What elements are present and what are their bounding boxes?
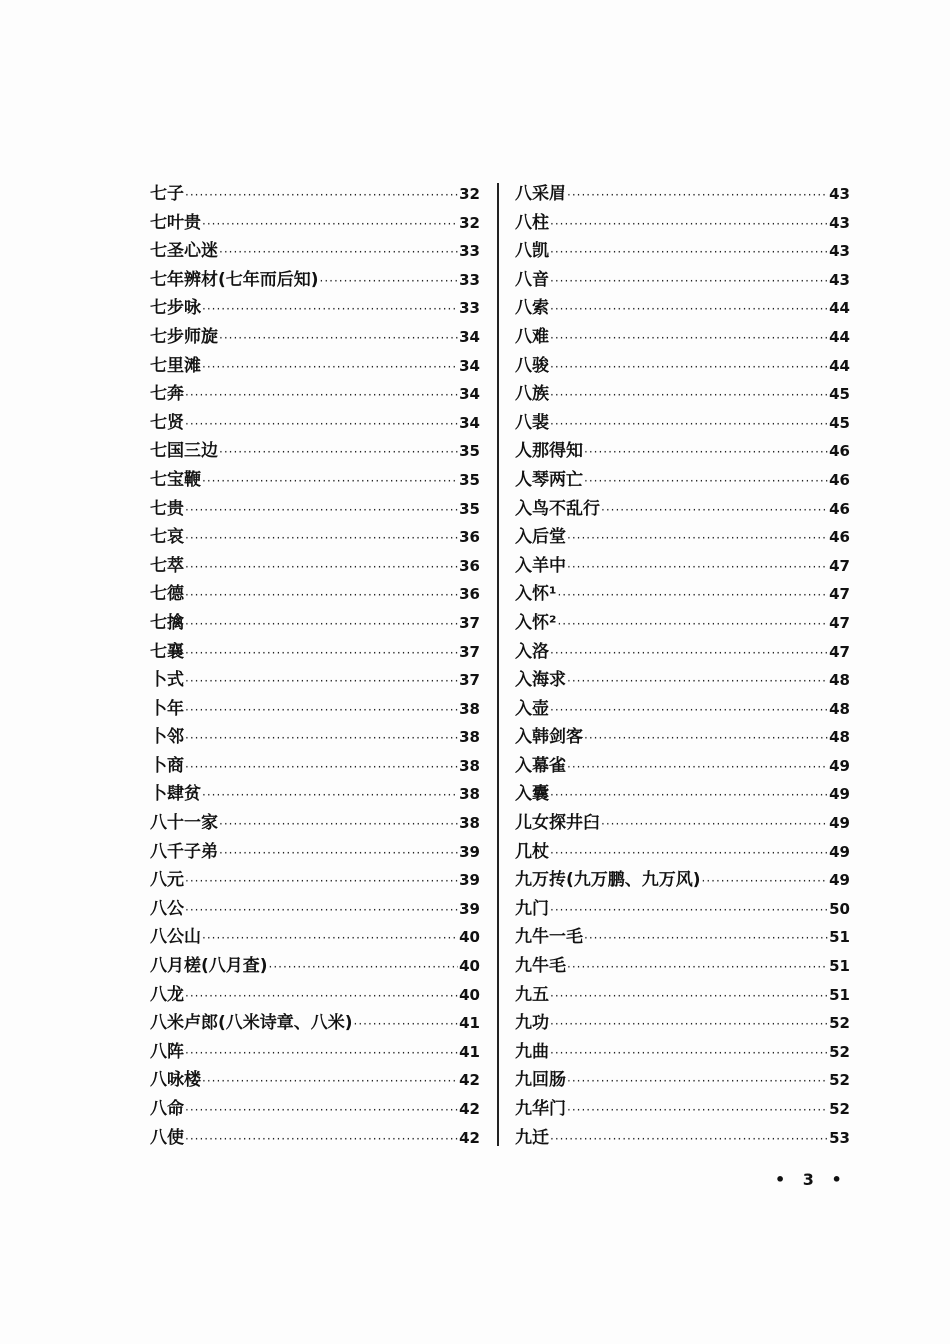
entry-term: 七萃: [150, 555, 184, 576]
dot-leader: [202, 210, 458, 239]
dot-leader: [550, 982, 828, 1011]
entry-page-number: 49: [829, 871, 850, 890]
entry-page-number: 32: [459, 185, 480, 203]
entry-page-number: 44: [829, 327, 850, 346]
entry-page-number: 46: [829, 470, 850, 489]
index-entry: [515, 1095, 850, 1124]
index-entry: [515, 780, 850, 809]
index-entry: [515, 266, 850, 295]
index-entry: [150, 523, 480, 552]
dot-leader: [550, 210, 828, 239]
entry-page-number: 38: [459, 728, 480, 747]
index-entry: [150, 323, 480, 352]
entry-page-number: 39: [459, 899, 480, 918]
entry-page-number: 47: [829, 613, 850, 632]
dot-leader: [550, 267, 828, 296]
entry-page-number: 34: [459, 385, 480, 404]
dot-leader: [550, 238, 828, 267]
dot-leader: [567, 953, 828, 982]
entry-term: 入洛: [515, 641, 549, 662]
entry-term: 九牛毛: [515, 956, 566, 977]
entry-term: 七年辨材(七年而后知): [150, 269, 319, 290]
entry-page-number: 38: [459, 756, 480, 775]
index-entry: [515, 409, 850, 438]
entry-page-number: 51: [829, 985, 850, 1004]
entry-term: 入后堂: [515, 527, 566, 548]
entry-page-number: 47: [829, 642, 850, 661]
entry-term: 八月槎(八月査): [150, 956, 268, 977]
index-entry: [515, 380, 850, 409]
index-entry: [150, 466, 480, 495]
dot-leader: [185, 410, 458, 439]
entry-page-number: 46: [829, 442, 850, 461]
dot-leader: [219, 839, 458, 868]
entry-term: 卜年: [150, 698, 184, 719]
index-entry: [150, 1124, 480, 1153]
entry-term: 入海求: [515, 670, 566, 691]
index-entry: [150, 609, 480, 638]
dot-leader: [219, 238, 458, 267]
dot-leader: [185, 667, 458, 696]
entry-page-number: 35: [459, 470, 480, 489]
dot-leader: [567, 753, 828, 782]
dot-leader: [584, 438, 828, 467]
dot-leader: [185, 581, 458, 610]
entry-page-number: 45: [829, 385, 850, 404]
entry-term: 七奔: [150, 384, 184, 405]
entry-term: 七叶贵: [150, 212, 201, 233]
entry-term: 八公山: [150, 927, 201, 948]
index-entry: [515, 923, 850, 952]
index-entry: [515, 552, 850, 581]
dot-leader: [202, 353, 458, 382]
index-entry: [150, 838, 480, 867]
entry-page-number: 52: [829, 1014, 850, 1033]
index-entry: [150, 952, 480, 981]
entry-term: 八音: [515, 269, 549, 290]
entry-page-number: 34: [459, 356, 480, 375]
dot-leader: [202, 1067, 458, 1096]
entry-term: 七哀: [150, 527, 184, 548]
index-entry: [150, 695, 480, 724]
index-entry: [515, 952, 850, 981]
index-entry: [515, 437, 850, 466]
dot-leader: [185, 1096, 458, 1125]
entry-term: 入羊中: [515, 555, 566, 576]
entry-page-number: 52: [829, 1071, 850, 1090]
entry-term: 八命: [150, 1099, 184, 1119]
entry-page-number: 33: [459, 242, 480, 261]
dot-leader: [584, 724, 828, 753]
index-entry: [515, 838, 850, 867]
entry-term: 几杖: [515, 841, 549, 862]
entry-term: 入韩剑客: [515, 727, 583, 748]
index-entry: [150, 809, 480, 838]
index-entry: [150, 780, 480, 809]
dot-leader: [550, 410, 828, 439]
dot-leader: [185, 724, 458, 753]
entry-page-number: 38: [459, 814, 480, 833]
index-entry: [515, 638, 850, 667]
entry-term: 八难: [515, 326, 549, 347]
entry-term: 入囊: [515, 784, 549, 805]
entry-page-number: 52: [829, 1042, 850, 1061]
entry-term: 八索: [515, 298, 549, 319]
index-entry: [150, 723, 480, 752]
dot-leader: [702, 867, 829, 896]
entry-term: 卜肆贫: [150, 784, 201, 805]
dot-leader: [185, 896, 458, 925]
dot-leader: [567, 1067, 828, 1096]
dot-leader: [202, 781, 458, 810]
index-entry: [515, 723, 850, 752]
dot-leader: [550, 696, 828, 725]
dot-leader: [557, 581, 828, 610]
entry-page-number: 35: [459, 499, 480, 518]
index-entry: [515, 752, 850, 781]
dot-leader: [185, 524, 458, 553]
entry-page-number: 43: [829, 270, 850, 289]
index-entry: [150, 552, 480, 581]
entry-term: 入幕雀: [515, 755, 566, 776]
index-entry: [150, 352, 480, 381]
entry-page-number: 33: [459, 270, 480, 289]
entry-term: 八千子弟: [150, 841, 218, 862]
entry-page-number: 37: [459, 671, 480, 690]
entry-page-number: 44: [829, 356, 850, 375]
index-entry: [515, 294, 850, 323]
entry-term: 八阵: [150, 1041, 184, 1062]
index-entry: [150, 666, 480, 695]
entry-term: 七贵: [150, 498, 184, 519]
entry-term: 人那得知: [515, 441, 583, 462]
entry-term: 七宝鞭: [150, 469, 201, 490]
dot-leader: [185, 381, 458, 410]
entry-page-number: 44: [829, 299, 850, 318]
entry-page-number: 52: [829, 1100, 850, 1118]
entry-term: 七襄: [150, 641, 184, 662]
entry-term: 入怀¹: [515, 584, 557, 605]
entry-page-number: 46: [829, 528, 850, 547]
entry-page-number: 49: [829, 756, 850, 775]
index-entry: [150, 1009, 480, 1038]
dot-leader: [567, 553, 828, 582]
entry-page-number: 43: [829, 242, 850, 261]
entry-page-number: 48: [829, 699, 850, 718]
entry-term: 九华门: [515, 1099, 566, 1119]
entry-page-number: 40: [459, 928, 480, 947]
entry-term: 卜式: [150, 670, 184, 691]
entry-page-number: 42: [459, 1071, 480, 1090]
dot-leader: [567, 667, 828, 696]
dot-leader: [219, 324, 458, 353]
index-entry: [515, 580, 850, 609]
entry-term: 九牛一毛: [515, 927, 583, 948]
entry-term: 九迁: [515, 1127, 549, 1148]
entry-page-number: 43: [829, 213, 850, 232]
dot-leader: [185, 753, 458, 782]
entry-term: 八米卢郎(八米诗章、八米): [150, 1013, 353, 1034]
entry-page-number: 49: [829, 842, 850, 861]
dot-leader: [202, 295, 458, 324]
dot-leader: [567, 181, 828, 210]
entry-term: 八族: [515, 384, 549, 405]
dot-leader: [550, 324, 828, 353]
index-entry: [515, 523, 850, 552]
dot-leader: [567, 524, 828, 553]
index-entry: [150, 981, 480, 1010]
index-entry: [150, 495, 480, 524]
entry-term: 入鸟不乱行: [515, 498, 600, 519]
entry-page-number: 36: [459, 585, 480, 604]
entry-term: 入怀²: [515, 612, 557, 633]
entry-page-number: 48: [829, 728, 850, 747]
column-divider: [497, 183, 499, 1146]
entry-page-number: 51: [829, 957, 850, 976]
index-entry: [515, 609, 850, 638]
entry-term: 儿女探井臼: [515, 813, 600, 834]
index-entry: [515, 1009, 850, 1038]
entry-page-number: 38: [459, 699, 480, 718]
entry-term: 入壶: [515, 698, 549, 719]
index-entry: [515, 323, 850, 352]
index-entry: [515, 352, 850, 381]
dot-leader: [550, 381, 828, 410]
entry-term: 八采眉: [515, 184, 566, 204]
entry-page-number: 42: [459, 1100, 480, 1118]
dot-leader: [550, 896, 828, 925]
entry-term: 八裴: [515, 412, 549, 433]
dot-leader: [202, 467, 458, 496]
index-entry: [515, 180, 850, 209]
index-entry: [150, 409, 480, 438]
entry-page-number: 40: [459, 985, 480, 1004]
dot-leader: [567, 1096, 828, 1125]
index-entry: [150, 1066, 480, 1095]
entry-term: 七贤: [150, 412, 184, 433]
index-entry: [150, 294, 480, 323]
entry-page-number: 37: [459, 642, 480, 661]
entry-page-number: 48: [829, 671, 850, 690]
index-entry: [515, 495, 850, 524]
dot-leader: [185, 181, 458, 210]
entry-page-number: 46: [829, 499, 850, 518]
dot-leader: [269, 953, 459, 982]
index-entry: [515, 809, 850, 838]
index-entry: [515, 1124, 850, 1153]
entry-page-number: 41: [459, 1014, 480, 1033]
entry-term: 七步咏: [150, 298, 201, 319]
dot-leader: [557, 610, 828, 639]
entry-term: 八骏: [515, 355, 549, 376]
index-entry: [150, 923, 480, 952]
entry-term: 七步师旋: [150, 326, 218, 347]
entry-term: 七圣心迷: [150, 241, 218, 262]
entry-term: 九万抟(九万鹏、九万风): [515, 870, 701, 891]
index-entry: [515, 695, 850, 724]
entry-term: 九回肠: [515, 1070, 566, 1091]
entry-page-number: 37: [459, 613, 480, 632]
entry-term: 卜邻: [150, 727, 184, 748]
entry-term: 九门: [515, 898, 549, 919]
entry-page-number: 41: [459, 1042, 480, 1061]
entry-page-number: 43: [829, 185, 850, 203]
dot-leader: [601, 810, 828, 839]
dot-leader: [550, 295, 828, 324]
entry-page-number: 47: [829, 585, 850, 604]
index-entry: [150, 180, 480, 209]
entry-term: 七国三边: [150, 441, 218, 462]
index-entry: [150, 580, 480, 609]
index-entry: [515, 866, 850, 895]
index-entry: [515, 209, 850, 238]
entry-page-number: 34: [459, 327, 480, 346]
dot-leader: [354, 1010, 459, 1039]
entry-term: 九功: [515, 1013, 549, 1034]
entry-page-number: 50: [829, 899, 850, 918]
dot-leader: [584, 924, 828, 953]
dot-leader: [550, 781, 828, 810]
dot-leader: [550, 839, 828, 868]
index-entry: [515, 981, 850, 1010]
index-entry: [515, 895, 850, 924]
dot-leader: [185, 610, 458, 639]
entry-page-number: 49: [829, 814, 850, 833]
entry-term: 八公: [150, 898, 184, 919]
entry-page-number: 36: [459, 556, 480, 575]
index-entry: [150, 209, 480, 238]
dot-leader: [601, 496, 828, 525]
index-entry: [150, 866, 480, 895]
dot-leader: [202, 924, 458, 953]
dot-leader: [320, 267, 459, 296]
entry-term: 七里滩: [150, 355, 201, 376]
index-entry: [150, 266, 480, 295]
entry-page-number: 33: [459, 299, 480, 318]
index-entry: [150, 380, 480, 409]
entry-term: 八元: [150, 870, 184, 891]
dot-leader: [584, 467, 828, 496]
dot-leader: [550, 353, 828, 382]
index-entry: [150, 1038, 480, 1067]
dot-leader: [185, 982, 458, 1011]
entry-page-number: 39: [459, 842, 480, 861]
entry-term: 卜商: [150, 755, 184, 776]
entry-term: 七子: [150, 184, 184, 204]
entry-term: 七擒: [150, 612, 184, 633]
entry-term: 七德: [150, 584, 184, 605]
entry-page-number: 34: [459, 413, 480, 432]
dot-leader: [185, 696, 458, 725]
entry-term: 八龙: [150, 984, 184, 1005]
entry-page-number: 38: [459, 785, 480, 804]
entry-term: 九曲: [515, 1041, 549, 1062]
entry-page-number: 51: [829, 928, 850, 947]
entry-page-number: 35: [459, 442, 480, 461]
dot-leader: [185, 553, 458, 582]
index-entry: [150, 237, 480, 266]
index-entry: [515, 1066, 850, 1095]
index-entry: [515, 466, 850, 495]
entry-page-number: 45: [829, 413, 850, 432]
entry-term: 八咏楼: [150, 1070, 201, 1091]
dot-leader: [550, 639, 828, 668]
dot-leader: [550, 1125, 828, 1154]
entry-term: 八凯: [515, 241, 549, 262]
page-number-footer: • 3 •: [775, 1170, 848, 1189]
index-entry: [515, 237, 850, 266]
dot-leader: [550, 1039, 828, 1068]
entry-page-number: 39: [459, 871, 480, 890]
entry-term: 八柱: [515, 212, 549, 233]
index-column-left: [150, 180, 480, 1152]
entry-page-number: 36: [459, 528, 480, 547]
index-entry: [150, 638, 480, 667]
dot-leader: [185, 1039, 458, 1068]
dot-leader: [185, 1125, 458, 1154]
index-entry: [150, 752, 480, 781]
entry-page-number: 40: [459, 957, 480, 976]
dot-leader: [550, 1010, 828, 1039]
index-entry: [150, 437, 480, 466]
index-entry: [150, 895, 480, 924]
entry-term: 八十一家: [150, 813, 218, 834]
index-entry: [515, 1038, 850, 1067]
entry-page-number: 49: [829, 785, 850, 804]
dot-leader: [219, 438, 458, 467]
index-entry: [515, 666, 850, 695]
entry-term: 人琴两亡: [515, 469, 583, 490]
dot-leader: [219, 810, 458, 839]
entry-page-number: 53: [829, 1128, 850, 1147]
index-entry: [150, 1095, 480, 1124]
index-column-right: [515, 180, 850, 1152]
entry-page-number: 32: [459, 213, 480, 232]
entry-page-number: 42: [459, 1128, 480, 1147]
entry-page-number: 47: [829, 556, 850, 575]
entry-term: 九五: [515, 984, 549, 1005]
dot-leader: [185, 639, 458, 668]
entry-term: 八使: [150, 1127, 184, 1148]
dot-leader: [185, 867, 458, 896]
dot-leader: [185, 496, 458, 525]
